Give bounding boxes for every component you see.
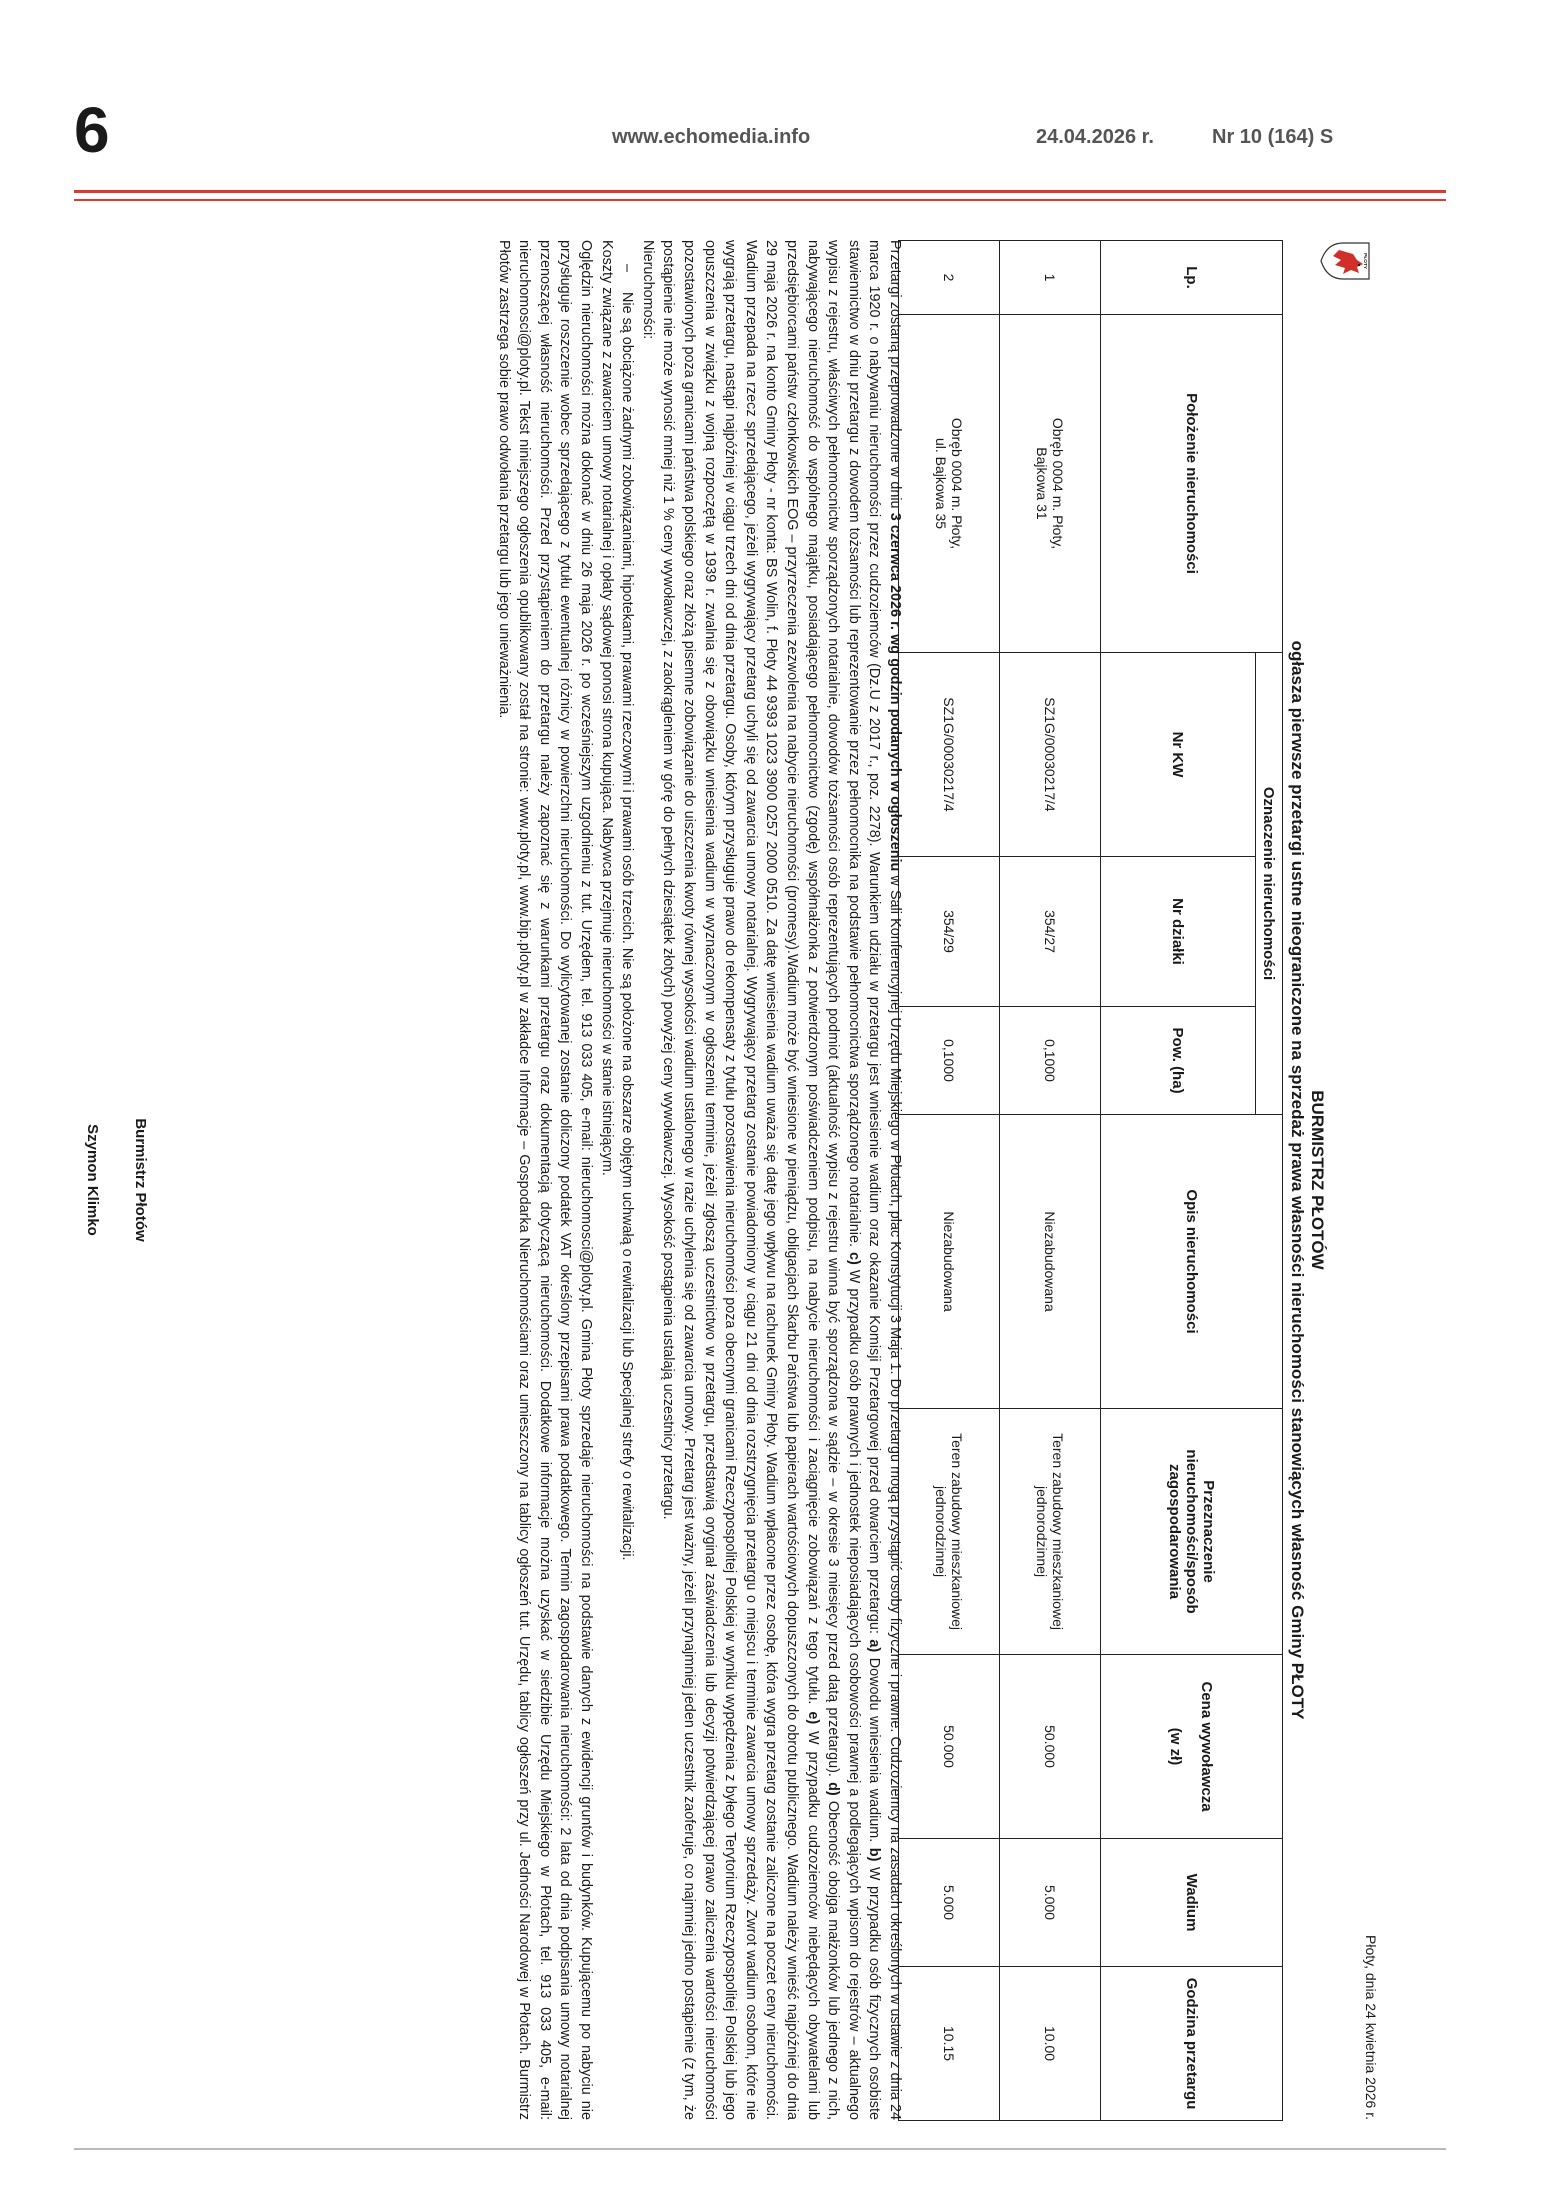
auction-date-bold: 3 czerwca 2026 r. wg godzin podanych w ogłoszeniu [887,512,903,872]
place-date: Płoty, dnia 24 kwietnia 2026 r. [1363,1935,1379,2120]
cell-location-line: Obręb 0004 m. Płoty, [1050,417,1066,550]
list-item-text: Nie są obciążone żadnymi zobowiązaniami, hipotekami, prawami rzeczowymi i prawami osób trzecich. Nie są położone na obszarze objętym uchwałą o rewitalizacji lub Specjalnej strefy o rewitalizacji. [619,292,636,1561]
col-header-description: Opis nieruchomości [1101,1115,1283,1409]
cell-description: Niezabudowana [1000,1115,1101,1409]
body-text: w Sali Konferencyjnej Urzędu Miejskiego w Płotach, plac Konstytucji 3 Maja 1. Do przetargu mogą przystąpić osoby fizyczne i prawne. Cudzoziemcy na zasadach określonych w ustawie z dnia 24 marca 1920 r. o nabywaniu nieruchomości przez cudzoziemców (Dz.U z 2017 r., poz. 2278). Warunkiem udziału w przetargu jest wniesienie wadium oraz okazanie Komisji Przetargowej przed otwarciem przetargu: [866,240,903,2120]
col-header-kw: Nr KW [1101,653,1256,857]
cell-deposit: 5.000 [1000,1839,1101,1967]
body-text: W przypadku osób fizycznych osobiste stawiennictwo w dniu przetargu z dowodem tożsamości lub reprezentowanie przez pełnomocnika na podstawie pełnomocnictwa sporządzonego notarialnie. [845,240,883,2120]
cell-hour: 10.15 [899,1967,1000,2121]
point-label: e) [804,1711,821,1725]
list-item [617,240,638,2120]
body-paragraph: Koszty związane z zawarciem umowy notarialnej i opłaty sądowej ponosi strona kupująca. Nabywca przejmuje nieruchomości w stanie istniejącym. [598,240,615,1176]
cell-description: Niezabudowana [899,1115,1000,1409]
body-paragraph: Oględzin nieruchomości można dokonać w dniu 26 maja 2026 r. po wcześniejszym uzgodnieniu z tut. Urzędem, tel. 913 033 405, e-mail: nieruchomosci@ploty.pl. Gmina Płoty sprzedaje nieruchomości na podstawie danych z ewidencji gruntów i budynków. Kupującemu po nabyciu nie przysługuje roszczenie wobec sprzedającego z tytułu ewentualnej różnicy w powierzchni nieruchomości. Do wylicytowanej zostanie doliczony podatek VAT określony przepisami prawa podatkowego. Termin zagospodarowania nieruchomości: 2 lata od dnia podpisania umowy notarialnej przenoszącej własność nieruchomości. Przed przystąpieniem do przetargu należy zapoznać się z warunkami przetargu oraz dokumentacją dotyczącą nieruchomości. Dodatkowe informacje można uzyskać w siedzibie Urzędu Miejskiego w Płotach, tel. 913 033 405, e-mail: nieruchomosci@ploty.pl. Tekst niniejszego ogłoszenia opublikowany został na stronie: www.ploty.pl, www.bip.ploty.pl w zakładce Informacje – Gospodarka Nieruchomościami oraz umieszczony na tablicy ogłoszeń tut. Urzędu, tablicy ogłoszeń przy ul. Jedności Narodowej w Płotach. Burmistrz Płotów zastrzega sobie prawo odwołania przetargu lub jego unieważnienia. [495,240,595,2120]
point-label: c) [845,1251,862,1265]
col-header-deposit: Wadium [1101,1839,1283,1967]
point-label: b) [866,1847,883,1862]
col-header-price [1101,1655,1283,1839]
col-header-lp: Lp. [1101,241,1283,315]
col-header-plot: Nr działki [1101,857,1256,1007]
col-header-purpose: Przeznaczenie nieruchomości/sposób zagospodarowania [1101,1409,1283,1655]
footer-divider [74,2148,1446,2150]
page-number: 6 [74,94,110,166]
announcement-subtitle: ogłasza pierwsze przetargi ustne nieograniczone na sprzedaż prawa własności nieruchomości stanowiących własność Gminy PŁOTY [1288,640,1307,1720]
cell-price: 50.000 [899,1655,1000,1839]
signature-title: Burmistrz Płotów [132,1118,149,1242]
cell-purpose: Teren zabudowy mieszkaniowej jednorodzinnej [1000,1409,1101,1655]
cell-kw: SZ1G/00030217/4 [1000,653,1101,857]
cell-hour: 10.00 [1000,1967,1101,2121]
auction-table [898,240,1283,2121]
body-paragraph: Nieruchomości: [639,240,656,340]
cell-kw: SZ1G/00030217/4 [899,653,1000,857]
cell-area: 0,1000 [899,1007,1000,1115]
body-text: Obecność obojga małżonków lub jednego z nich, nabywającego nieruchomość do wspólnego majątku, posiadającego pełnomocnictwo (zgodę) współmałżonka z potwierdzonym poświadczeniem podpisu, na nabycie nieruchomości i zaciągnięcie zobowiązań z tego tytułu. [804,240,842,2120]
ploty-coat-of-arms-icon [1319,240,1373,282]
cell-lp: 1 [1000,241,1101,315]
header-divider-secondary [74,199,1446,201]
col-header-hour: Godzina przetargu [1101,1967,1283,2121]
announcement [74,240,1379,2120]
col-header-area: Pow. (ha) [1101,1007,1256,1115]
header-divider [74,190,1446,193]
cell-plot: 354/27 [1000,857,1101,1007]
site-url[interactable]: www.echomedia.info [612,126,811,148]
point-label: a) [866,1639,883,1653]
cell-deposit: 5.000 [899,1839,1000,1967]
signature-name: Szymon Klimko [84,1124,101,1236]
col-header-price-label: Cena wywoławcza [1198,1681,1216,1812]
cell-location [1000,315,1101,653]
cell-location-line: Bajkowa 31 [1034,447,1050,520]
body-text: Dowodu wniesienia wadium. [866,1652,883,1848]
cell-location-line: ul. Bajkowa 35 [933,437,949,530]
cell-area: 0,1000 [1000,1007,1101,1115]
issue-number: Nr 10 (164) S [1212,126,1334,148]
col-group-header: Oznaczenie nieruchomości [1256,653,1283,1115]
announcement-body [493,240,905,2120]
signature [53,240,149,2120]
cell-price: 50.000 [1000,1655,1101,1839]
cell-lp: 2 [899,241,1000,315]
list-dash: – [619,264,636,273]
body-text: W przypadku cudzoziemców niebędących obywatelami lub przedsiębiorcami państw członkowskich EOG – przyrzeczenia zezwolenia na nabycie nieruchomości (promesy).Wadium może być wniesione w pieniądzu, obligacjach Skarbu Państwa lub papierach wartościowych dopuszczonych do obrotu publicznego. Wadium należy wnieść najpóźniej do dnia 29 maja 2026 r. na konto Gminy Płoty - nr konta: BS Wolin, f. Płoty 44 9393 1023 3900 0257 2000 0510. Za datę wniesienia wadium uważa się datę jego wpływu na rachunek Gminy Płoty. Wadium wpłacone przez osobę, która wygra przetarg zostanie zaliczone na poczet ceny nieruchomości. Wadium przepada na rzecz sprzedającego, jeżeli wygrywający przetarg uchyli się od zawarcia umowy notarialnej. Wygrywający przetarg zostanie powiadomiony w ciągu 21 dni od dnia rozstrzygnięcia przetargu o miejscu i terminie zawarcia umowy sprzedaży. Zwrot wadium osobom, które nie wygrają przetargu, nastąpi najpóźniej w ciągu trzech dni od dnia przetargu. Osoby, którym przysługuje prawo do rekompensaty z tytułu pozostawienia nieruchomości poza obecnymi granicami Rzeczypospolitej Polskiej w wyniku wypędzenia z byłego Terytorium Rzeczypospolitej Polskiej lub jego opuszczenia w związku z wojną rozpoczętą w 1939 r. zwalnia się z obowiązku wniesienia wadium w wyznaczonym w ogłoszeniu terminie, jeżeli zgłoszą uczestnictwo w przetargu, przedstawią oryginał zaświadczenia lub decyzji potwierdzającej prawo zaliczenia wartości nieruchomości pozostawionych poza granicami państwa polskiego oraz złożą pisemne zobowiązanie do uiszczenia kwoty równej wysokości wadium ustalonego w razie uchylenia się od zawarcia umowy. Przetarg jest ważny, jeżeli przynajmniej jeden uczestnik zaoferuje, co najmniej jedno postąpienie (z tym, że postąpienie nie może wynosić mniej niż 1 % ceny wywoławczej, z zaokrągleniem w górę do pełnych dziesiątek złotych) powyżej ceny wywoławczej. Wysokość postąpienia ustalają uczestnicy przetargu. [660,240,821,2120]
table-row [1000,241,1101,2121]
announcement-title: BURMISTRZ PŁOTÓW [1308,1090,1327,1270]
cell-purpose: Teren zabudowy mieszkaniowej jednorodzinnej [899,1409,1000,1655]
body-text: Przetargi zostaną przeprowadzone w dniu [887,240,903,513]
col-header-location: Położenie nieruchomości [1101,315,1283,653]
cell-location [899,315,1000,653]
body-paragraph [658,240,905,2120]
cell-location-line: Obręb 0004 m. Płoty, [949,417,965,550]
emblem-label: PŁOTY [1362,253,1367,269]
table-row [899,241,1000,2121]
body-text: W przypadku osób prawnych i jednostek nieposiadających osobowości prawnej a podlegających wpisom do rejestrów – aktualnego wypisu z rejestru, właściwych pełnomocnictw sporządzonych notarialnie, dowodów tożsamości osób reprezentujących podmiot (aktualność wypisu z rejestru winna być sporządzona w sądzie – w okresie 3 miesięcy przed datą przetargu). [825,240,862,2120]
col-header-price-unit: (w zł) [1167,1727,1185,1766]
issue-date: 24.04.2026 r. [1036,126,1154,148]
point-label: d) [825,1782,842,1796]
cell-plot: 354/29 [899,857,1000,1007]
